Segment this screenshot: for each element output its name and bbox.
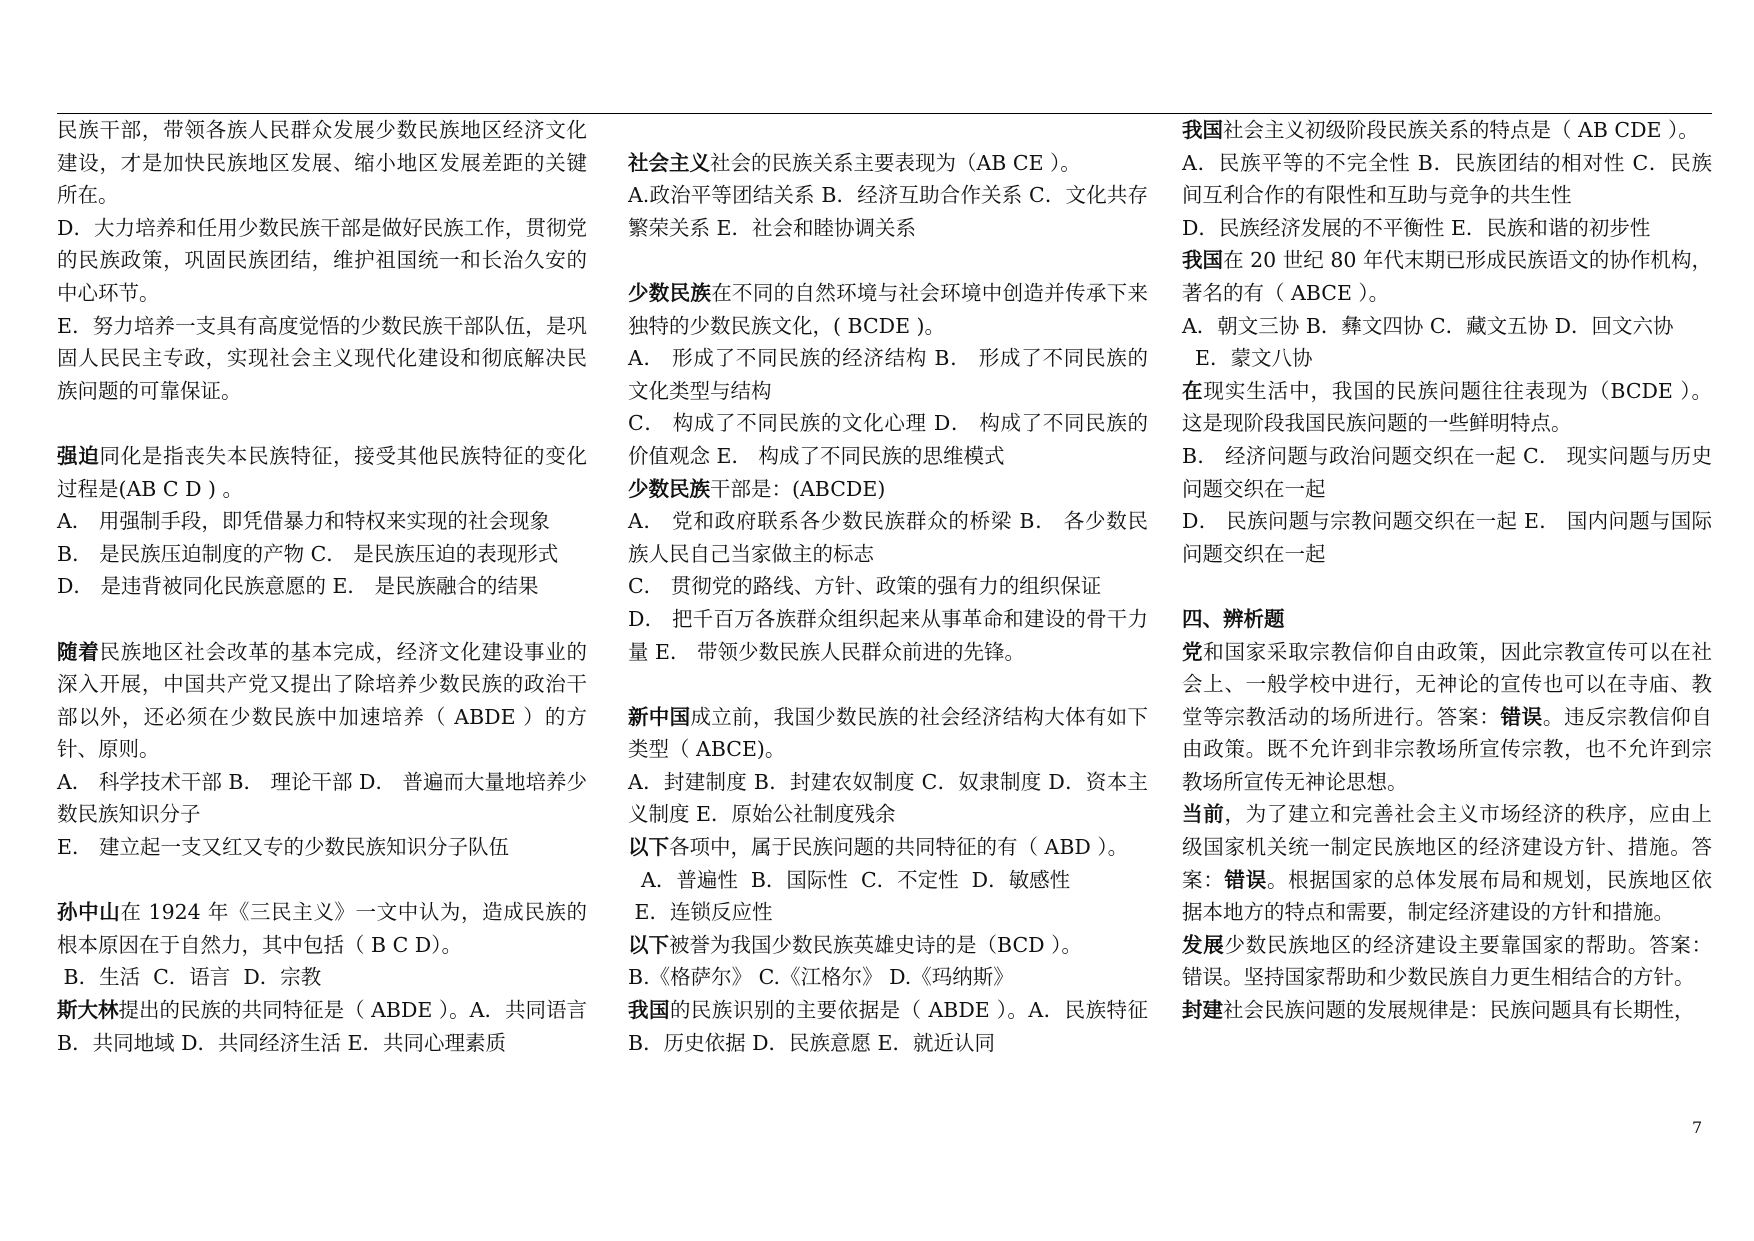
- question-text: 干部是：(ABCDE): [710, 476, 886, 501]
- question-text: 社会的民族关系主要表现为（AB CE ）。: [710, 150, 1081, 175]
- question: [628, 929, 1148, 962]
- question-text: 现实生活中，我国的民族问题往往表现为（BCDE ）。这是现阶段我国民族问题的一些鲜明特点。: [1182, 378, 1713, 436]
- column-right: [1182, 114, 1712, 1027]
- option-line: D． 把千百万各族群众组织起来从事革命和建设的骨干力量 E． 带领少数民族人民群众前进的先锋。: [628, 606, 1148, 664]
- analysis-item: [1182, 929, 1712, 994]
- question-text: 各项中，属于民族问题的共同特征的有（ ABD ）。: [669, 835, 1129, 860]
- option-line: D． 是违背被同化民族意愿的 E． 是民族融合的结果: [57, 574, 539, 599]
- option-line: A． 用强制手段，即凭借暴力和特权来实现的社会现象: [57, 509, 550, 534]
- analysis-text: 社会民族问题的发展规律是：民族问题具有长期性，: [1223, 998, 1695, 1023]
- question-text: 的民族识别的主要依据是（ ABDE ）。A．民族特征 B．历史依据 D．民族意愿 E．就近认同: [628, 998, 1149, 1055]
- option-line: C． 构成了不同民族的文化心理 D． 构成了不同民族的价值观念 E． 构成了不同民族的思维模式: [628, 411, 1148, 468]
- option-line: A． 党和政府联系各少数民族群众的桥梁 B． 各少数民族人民自己当家做主的标志: [628, 509, 1148, 566]
- question: [628, 277, 1148, 342]
- option-line: C． 贯彻党的路线、方针、政策的强有力的组织保证: [628, 574, 1102, 599]
- question: [628, 147, 1148, 180]
- question: [1182, 244, 1712, 309]
- question: [628, 831, 1148, 864]
- page-number: 7: [1692, 1118, 1703, 1137]
- option-line: B． 经济问题与政治问题交织在一起 C． 现实问题与历史问题交织在一起: [1182, 443, 1712, 501]
- analysis-text: ，为了建立和完善社会主义市场经济的秩序，应由上级国家机关统一制定民族地区的经济建设方针、措施。答案：: [1182, 802, 1713, 892]
- question: [57, 994, 587, 1059]
- option-line: B.《格萨尔》 C.《江格尔》 D.《玛纳斯》: [628, 965, 1014, 990]
- question-text: 同化是指丧失本民族特征，接受其他民族特征的变化过程是(AB C D ) 。: [57, 443, 588, 501]
- question: [1182, 375, 1712, 440]
- question-lead: 我国: [1182, 248, 1224, 273]
- option-line: A.政治平等团结关系 B．经济互助合作关系 C．文化共存繁荣关系 E．社会和睦协调关系: [628, 183, 1148, 240]
- answer-verdict: 错误: [1224, 867, 1267, 892]
- question-lead: 斯大林: [57, 998, 119, 1023]
- question-lead: 我国: [1182, 118, 1223, 142]
- question-lead: 少数民族: [628, 280, 712, 305]
- option-line: D．民族经济发展的不平衡性 E．民族和谐的初步性: [1182, 215, 1651, 240]
- answer-verdict: 错误: [1500, 704, 1543, 729]
- option-line: B．生活 C．语言 D．宗教: [57, 965, 322, 990]
- option-d: D．大力培养和任用少数民族干部是做好民族工作，贯彻党的民族政策，巩固民族团结，维护祖国统一和长治久安的中心环节。: [57, 215, 587, 305]
- question: [57, 636, 587, 766]
- question-lead: 随着: [57, 639, 100, 664]
- option-line: E．连锁反应性: [628, 900, 773, 925]
- question-lead: 发展: [1182, 932, 1225, 957]
- analysis-text: 。根据国家的总体发展布局和规划，民族地区依据本地方的特点和需要，制定经济建设的方针和措施。: [1182, 867, 1713, 925]
- paragraph: 民族干部，带领各族人民群众发展少数民族地区经济文化建设，才是加快民族地区发展、缩小地区发展差距的关键所在。: [57, 118, 587, 208]
- option-line: B． 是民族压迫制度的产物 C． 是民族压迫的表现形式: [57, 541, 559, 566]
- question-lead: 少数民族: [628, 476, 710, 501]
- question: [57, 440, 587, 505]
- question-text: 民族地区社会改革的基本完成，经济文化建设事业的深入开展，中国共产党又提出了除培养少数民族的政治干部以外，还必须在少数民族中加速培养（ ABDE ）的方针、原则。: [57, 639, 588, 762]
- question-lead: 封建: [1182, 998, 1223, 1023]
- analysis-item: [1182, 636, 1712, 799]
- option-e: E．努力培养一支具有高度觉悟的少数民族干部队伍，是巩固人民民主专政，实现社会主义现代化建设和彻底解决民族问题的可靠保证。: [57, 313, 587, 403]
- option-line: A．封建制度 B．封建农奴制度 C．奴隶制度 D．资本主义制度 E．原始公社制度残余: [628, 769, 1148, 827]
- question-lead: 党: [1182, 639, 1204, 664]
- column-left: [57, 114, 587, 1059]
- analysis-item: [1182, 798, 1712, 928]
- question-text: 在不同的自然环境与社会环境中创造并传承下来独特的少数民族文化，( BCDE )。: [628, 280, 1148, 338]
- analysis-text: 。违反宗教信仰自由政策。既不允许到非宗教场所宣传宗教，也不允许到宗教场所宣传无神论思想。: [1182, 704, 1713, 794]
- analysis-item: [1182, 994, 1712, 1027]
- option-line: A．民族平等的不完全性 B．民族团结的相对性 C．民族间互利合作的有限性和互助与竞争的共生性: [1182, 150, 1712, 208]
- question-lead: 社会主义: [628, 150, 710, 175]
- question-lead: 以下: [628, 932, 669, 957]
- question: [628, 473, 1148, 506]
- question: [628, 701, 1148, 766]
- question-text: 在 20 世纪 80 年代末期已形成民族语文的协作机构，著名的有（ ABCE ）。: [1182, 248, 1712, 305]
- question-lead: 我国: [628, 998, 670, 1023]
- question-text: 在 1924 年《三民主义》一文中认为，造成民族的根本原因在于自然力，其中包括（ B C D）。: [57, 900, 588, 957]
- question-lead: 强迫: [57, 443, 100, 468]
- column-middle: [628, 114, 1148, 1059]
- analysis-text: 和国家采取宗教信仰自由政策，因此宗教宣传可以在社会上、一般学校中进行，无神论的宣传也可以在寺庙、教堂等宗教活动的场所进行。答案：: [1182, 639, 1713, 729]
- question-lead: 当前: [1182, 802, 1225, 827]
- question-text: 社会主义初级阶段民族关系的特点是（ AB CDE ）。: [1223, 118, 1699, 142]
- option-line: A． 形成了不同民族的经济结构 B． 形成了不同民族的文化类型与结构: [628, 346, 1148, 403]
- question: [1182, 114, 1712, 147]
- question: [57, 896, 587, 961]
- option-line: A． 科学技术干部 B． 理论干部 D． 普遍而大量地培养少数民族知识分子: [57, 769, 587, 827]
- question-text: 成立前，我国少数民族的社会经济结构大体有如下类型（ ABCE)。: [628, 704, 1148, 762]
- question-lead: 在: [1182, 378, 1204, 403]
- option-line: E． 建立起一支又红又专的少数民族知识分子队伍: [57, 835, 509, 860]
- option-line: D． 民族问题与宗教问题交织在一起 E． 国内问题与国际问题交织在一起: [1182, 509, 1712, 566]
- question-text: 提出的民族的共同特征是（ ABDE ）。A．共同语言 B．共同地域 D．共同经济生活 E．共同心理素质: [57, 998, 588, 1055]
- question-lead: 新中国: [628, 704, 691, 729]
- option-line: E．蒙文八协: [1182, 346, 1313, 371]
- question: [628, 994, 1148, 1059]
- option-line: A．普遍性 B．国际性 C．不定性 D．敏感性: [628, 867, 1071, 892]
- question-text: 被誉为我国少数民族英雄史诗的是（BCD ）。: [669, 932, 1082, 957]
- question-lead: 孙中山: [57, 900, 121, 925]
- question-lead: 以下: [628, 835, 669, 860]
- option-line: A．朝文三协 B．彝文四协 C．藏文五协 D．回文六协: [1182, 313, 1674, 338]
- section-heading: 四、辨析题: [1182, 606, 1285, 631]
- analysis-text: 少数民族地区的经济建设主要靠国家的帮助。答案：错误。坚持国家帮助和少数民族自力更生相结合的方针。: [1182, 932, 1713, 990]
